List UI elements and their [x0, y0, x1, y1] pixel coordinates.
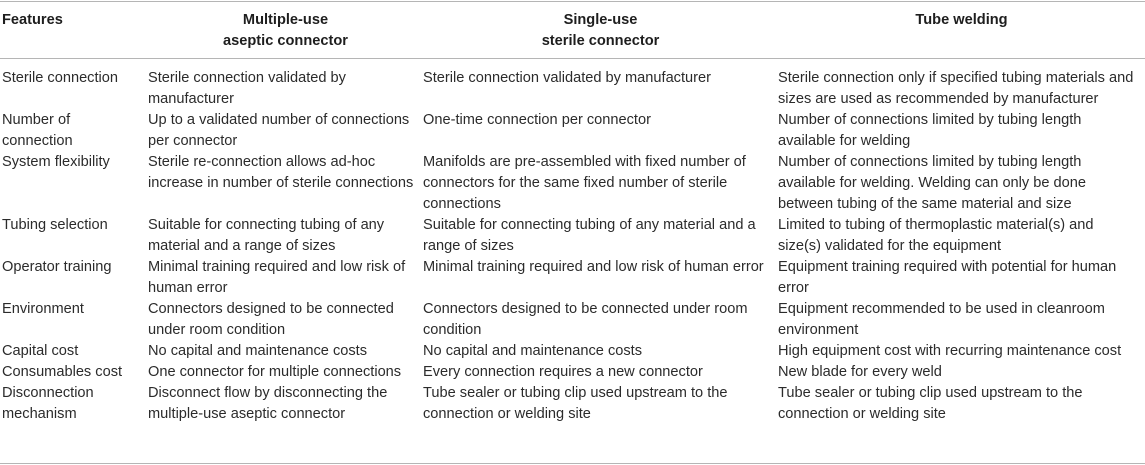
multiple-use-cell: Suitable for connecting tubing of any material and a range of sizes: [148, 217, 385, 254]
single-use-cell: No capital and maintenance costs: [423, 343, 643, 359]
multiple-use-cell: One connector for multiple connections: [148, 364, 402, 380]
tube-welding-cell: Tube sealer or tubing clip used upstream to the connection or welding site: [778, 385, 1083, 422]
multiple-use-cell: Minimal training required and low risk of human error: [148, 259, 406, 296]
feature-cell: Number of connection: [2, 112, 73, 149]
tube-welding-cell: Equipment recommended to be used in cleanroom environment: [778, 301, 1105, 338]
header-tube-welding: Tube welding: [915, 12, 1008, 28]
multiple-use-cell: Up to a validated number of connections per connector: [148, 112, 410, 149]
multiple-use-cell: Disconnect flow by disconnecting the multiple-use aseptic connector: [148, 385, 388, 422]
feature-cell: Consumables cost: [2, 364, 123, 380]
table-row: [0, 58, 1145, 110]
feature-cell: System flexibility: [2, 154, 110, 170]
tube-welding-cell: Equipment training required with potential for human error: [778, 259, 1117, 296]
feature-cell: Capital cost: [2, 343, 79, 359]
multiple-use-cell: No capital and maintenance costs: [148, 343, 368, 359]
header-features: Features: [2, 12, 63, 28]
tube-welding-cell: Number of connections limited by tubing length available for welding: [778, 112, 1082, 149]
multiple-use-cell: Sterile connection validated by manufacturer: [148, 70, 346, 107]
feature-cell: Disconnection mechanism: [2, 385, 94, 422]
tube-welding-cell: Number of connections limited by tubing length available for welding. Welding can only be done between tubing of the same material and size: [778, 154, 1087, 212]
single-use-cell: One-time connection per connector: [423, 112, 651, 128]
header-row: [0, 2, 1145, 58]
table-row: [0, 110, 1145, 152]
table-row: [0, 215, 1145, 257]
table-row: [0, 299, 1145, 341]
header-single-use: Single-use sterile connector: [541, 12, 660, 49]
feature-cell: Sterile connection: [2, 70, 119, 86]
table-row: [0, 341, 1145, 362]
header-multiple-use: Multiple-use aseptic connector: [223, 12, 348, 49]
tube-welding-cell: New blade for every weld: [778, 364, 942, 380]
table-row: [0, 383, 1145, 425]
single-use-cell: Manifolds are pre-assembled with fixed number of connectors for the same fixed number of sterile connections: [423, 154, 746, 212]
table-bottom-rule: [0, 463, 1145, 464]
table-row: [0, 257, 1145, 299]
multiple-use-cell: Sterile re-connection allows ad-hoc increase in number of sterile connections: [148, 154, 414, 191]
feature-cell: Environment: [2, 301, 84, 317]
tube-welding-cell: Limited to tubing of thermoplastic material(s) and size(s) validated for the equipment: [778, 217, 1094, 254]
table-row: [0, 152, 1145, 215]
single-use-cell: Every connection requires a new connector: [423, 364, 703, 380]
single-use-cell: Sterile connection validated by manufacturer: [423, 70, 711, 86]
multiple-use-cell: Connectors designed to be connected under room condition: [148, 301, 394, 338]
feature-cell: Tubing selection: [2, 217, 108, 233]
single-use-cell: Minimal training required and low risk of human error: [423, 259, 764, 275]
table-row: [0, 362, 1145, 383]
tube-welding-cell: Sterile connection only if specified tubing materials and sizes are used as recommended by manufacturer: [778, 70, 1134, 107]
single-use-cell: Connectors designed to be connected under room condition: [423, 301, 748, 338]
tube-welding-cell: High equipment cost with recurring maintenance cost: [778, 343, 1122, 359]
single-use-cell: Suitable for connecting tubing of any material and a range of sizes: [423, 217, 756, 254]
comparison-table: [0, 2, 1145, 425]
single-use-cell: Tube sealer or tubing clip used upstream to the connection or welding site: [423, 385, 728, 422]
feature-cell: Operator training: [2, 259, 112, 275]
